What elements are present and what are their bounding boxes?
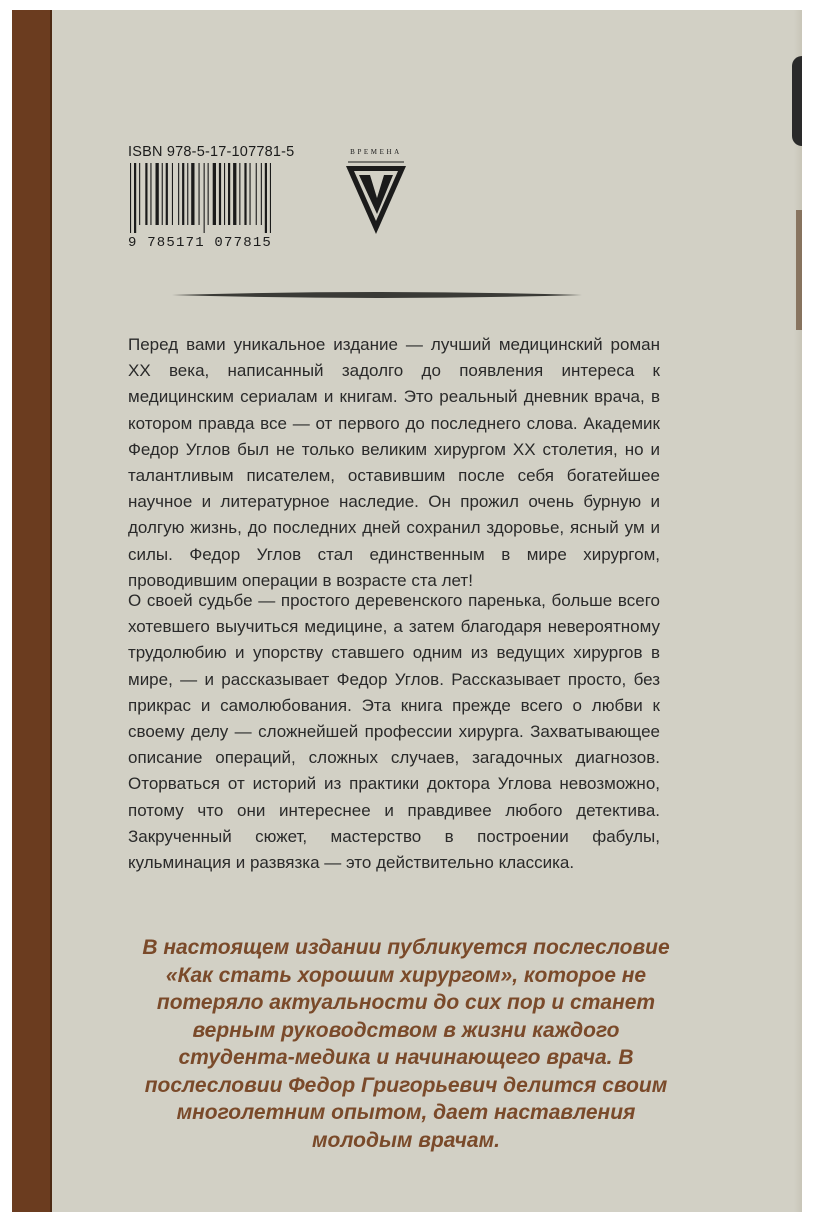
description-paragraph-1: Перед вами уникальное издание — лучший медицинский роман XX века, написанный задолго до появления интереса к медицинским сериалам и книгам. Это реальный дневник врача, в котором правда все — от первого до последнего слова. Академик Федор Углов был не только великим хирургом XX столетия, но и талантливым писателем, оставившим после себя богатейшее научное и литературное наследие. Он прожил очень бурную и долгую жизнь, до последних дней сохранил здоровье, ясный ум и силы. Федор Углов стал единственным в мире хирургом, проводившим операции в возрасте ста лет! (128, 335, 660, 590)
decorative-divider (172, 290, 582, 300)
page-edge (794, 10, 802, 1212)
barcode-bars (128, 163, 280, 233)
edge-mark (792, 56, 802, 146)
isbn-barcode (128, 144, 295, 251)
description-paragraph-2: О своей судьбе — простого деревенского паренька, больше всего хотевшего выучиться медицине, а затем благодаря невероятному трудолюбию и упорству ставшего одним из ведущих хирургов в мире, — и рассказывает Федор Углов. Рассказывает просто, без прикрас и самолюбования. Эта книга прежде всего о любви к своему делу — сложнейшей профессии хирурга. Захватывающее описание операций, сложных случаев, загадочных диагнозов. Оторваться от историй из практики доктора Углова невозможно, потому что они интереснее и правдивее любого детектива. Закрученный сюжет, мастерство в построении фабулы, кульминация и развязка — это действительно классика. (128, 591, 660, 873)
publisher-logo-word: ВРЕМЕНА (350, 148, 402, 156)
publisher-logo-icon (340, 148, 412, 238)
isbn-label: ISBN 978-5-17-107781-5 (128, 144, 295, 160)
afterword-note: В настоящем издании публикуется послесловие «Как стать хорошим хирургом», которое не потеряло актуальности до сих пор и станет верным руководством в жизни каждого студента-медика и начинающего врача. В послесловии Федор Григорьевич делится своим многолетним опытом, дает наставления молодым врачам. (142, 936, 670, 1152)
publisher-logo (340, 148, 412, 238)
ean-digits: 9 785171 077815 (128, 235, 273, 251)
edge-shadow (796, 210, 802, 330)
